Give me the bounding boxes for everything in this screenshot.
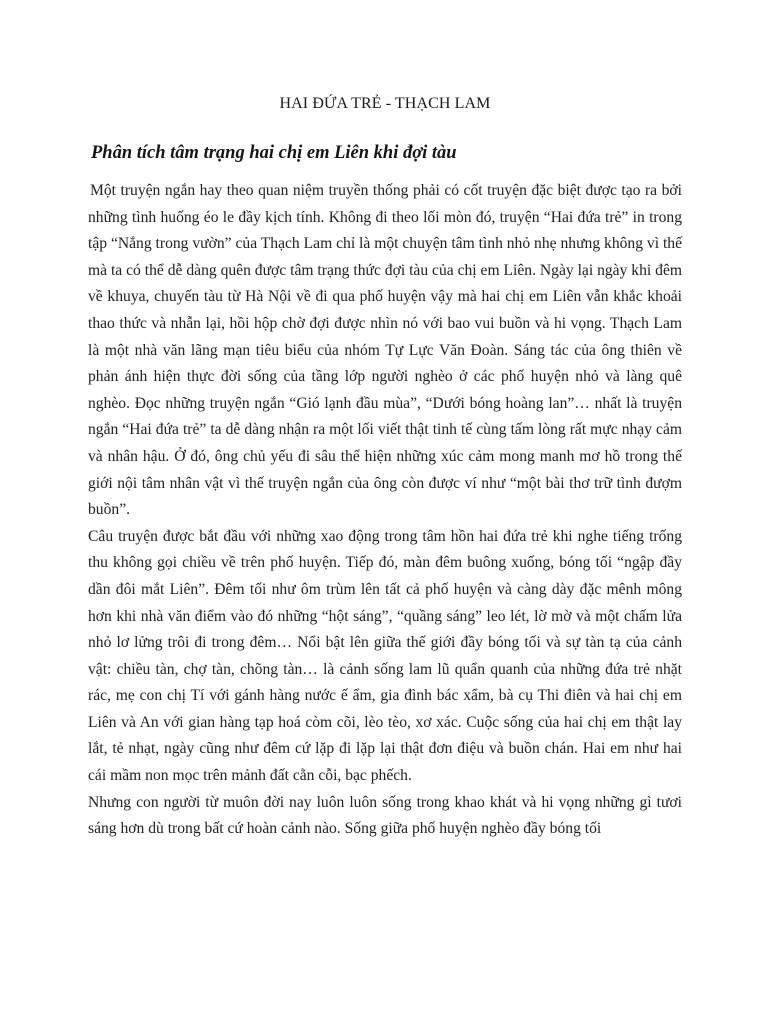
document-subtitle: Phân tích tâm trạng hai chị em Liên khi đợi tàu (91, 143, 457, 163)
document-title: HAI ĐỨA TRẺ - THẠCH LAM (279, 95, 491, 112)
paragraph-hope: Nhưng con người từ muôn đời nay luôn luôn sống trong khao khát và hi vọng những gì tươi sáng hơn dù trong bất cứ hoàn cảnh nào. Sống giữa phố huyện nghèo đầy bóng tối (88, 793, 682, 838)
paragraph-story-opening: Câu truyện được bắt đầu với những xao động trong tâm hồn hai đứa trẻ khi nghe tiếng trống thu không gọi chiều về trên phố huyện. Tiếp đó, màn đêm buông xuống, bóng tối “ngập đầy dần đôi mắt Liên”. Đêm tối như ôm trùm lên tất cả phố huyện và càng dày đặc mênh mông hơn khi nhà văn điểm vào đó những “hột sáng”, “quầng sáng” leo lét, lờ mờ và một chấm lửa nhỏ lơ lửng trôi đi trong đêm… Nổi bật lên giữa thế giới đầy bóng tối và sự tàn tạ của cảnh vật: chiều tàn, chợ tàn, chõng tàn… là cảnh sống lam lũ quẩn quanh của những đứa trẻ nhặt rác, mẹ con chị Tí với gánh hàng nước ế ẩm, gia đình bác xẩm, bà cụ Thi điên và hai chị em Liên và An với gian hàng tạp hoá còm cõi, lèo tèo, xơ xác. Cuộc sống của hai chị em thật lay lắt, tẻ nhạt, ngày cũng như đêm cứ lặp đi lặp lại thật đơn điệu và buồn chán. Hai em như hai cái mầm non mọc trên mảnh đất cằn cỗi, bạc phếch. (88, 527, 682, 785)
paragraph-intro: Một truyện ngắn hay theo quan niệm truyền thống phải có cốt truyện đặc biệt được tạo ra bởi những tình huống éo le đầy kịch tính. Không đi theo lối mòn đó, truyện “Hai đứa trẻ” in trong tập “Nắng trong vườn” của Thạch Lam chỉ là một chuyện tâm tình nhỏ nhẹ nhưng không vì thế mà ta có thể dễ dàng quên được tâm trạng thức đợi tàu của chị em Liên. Ngày lại ngày khi đêm về khuya, chuyến tàu từ Hà Nội về đi qua phố huyện vậy mà hai chị em Liên vẫn khắc khoải thao thức và nhẫn lại, hồi hộp chờ đợi được nhìn nó với bao vui buồn và hi vọng. Thạch Lam là một nhà văn lãng mạn tiêu biểu của nhóm Tự Lực Văn Đoàn. Sáng tác của ông thiên về phản ánh hiện thực đời sống của tầng lớp người nghèo ở các phố huyện nhỏ và làng quê nghèo. Đọc những truyện ngắn “Gió lạnh đầu mùa”, “Dưới bóng hoàng lan”… nhất là truyện ngắn “Hai đứa trẻ” ta dễ dàng nhận ra một lối viết thật tinh tế cùng tấm lòng rất mực nhạy cảm và nhân hậu. Ở đó, ông chủ yếu đi sâu thể hiện những xúc cảm mong manh mơ hồ trong thế giới nội tâm nhân vật vì thế truyện ngắn của ông còn được ví như “một bài thơ trữ tình đượm buồn”. (88, 182, 682, 519)
